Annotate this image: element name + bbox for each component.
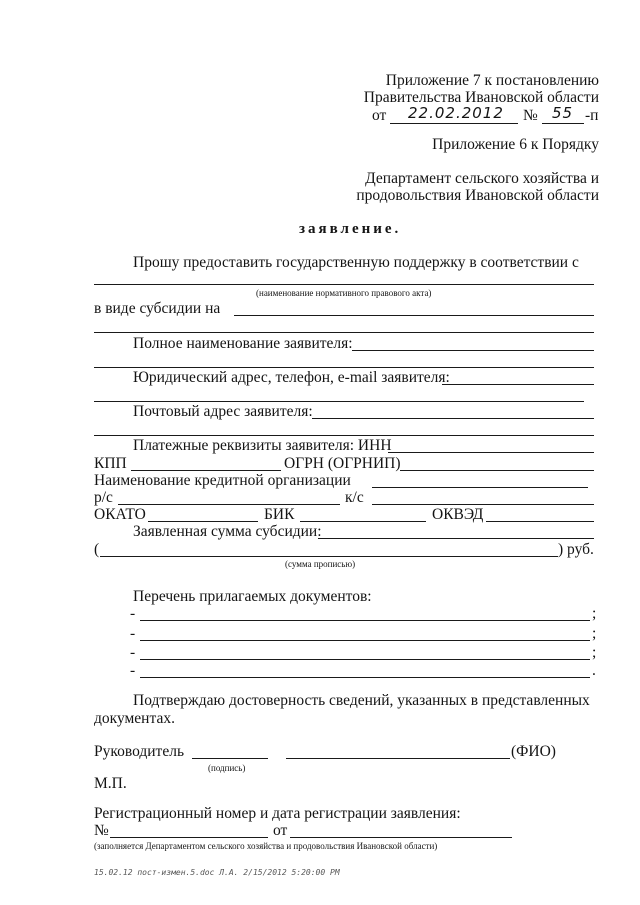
doc-semicolon-2: ;: [592, 625, 597, 642]
number-underline: [542, 123, 584, 124]
head-label: Руководитель: [94, 743, 185, 760]
ogrn-label: ОГРН (ОГРНИП): [284, 455, 401, 472]
signature-line[interactable]: [192, 758, 268, 759]
confirmation-text-line2: документах.: [94, 710, 175, 727]
postal-address-label: Почтовый адрес заявителя:: [133, 403, 313, 420]
registration-number-label: №: [94, 822, 109, 839]
amount-hint: (сумма прописью): [285, 559, 356, 569]
bik-line[interactable]: [300, 521, 426, 522]
registration-number-line[interactable]: [110, 837, 268, 838]
paren-close-currency: ) руб.: [558, 541, 594, 558]
number-suffix: -п: [585, 107, 599, 124]
handwritten-date: 22.02.2012: [408, 104, 504, 122]
registration-date-label: от: [273, 822, 288, 839]
document-line-2[interactable]: [140, 640, 590, 641]
bik-label: БИК: [264, 506, 295, 523]
okved-line[interactable]: [486, 521, 594, 522]
document-line-4[interactable]: [140, 677, 590, 678]
bank-name-label: Наименование кредитной организации: [94, 472, 351, 489]
documents-list-label: Перечень прилагаемых документов:: [133, 588, 372, 605]
registration-label: Регистрационный номер и дата регистрации заявления:: [94, 805, 461, 822]
rs-line[interactable]: [118, 504, 340, 505]
okato-label: ОКАТО: [94, 506, 146, 523]
paren-open: (: [94, 541, 100, 558]
okved-label: ОКВЭД: [432, 506, 484, 523]
signature-hint: (подпись): [208, 763, 246, 773]
act-hint: (наименование нормативного правового акта): [256, 288, 432, 298]
fio-label: (ФИО): [511, 743, 556, 760]
doc-dash-3: -: [130, 644, 136, 661]
handwritten-number: 55: [552, 104, 574, 122]
inn-line[interactable]: [388, 452, 594, 453]
doc-dash-4: -: [130, 662, 136, 679]
ks-line[interactable]: [372, 504, 594, 505]
legal-address-line[interactable]: [442, 384, 594, 385]
document-line-1[interactable]: [140, 620, 590, 621]
date-underline: [390, 123, 518, 124]
kpp-label: КПП: [94, 455, 127, 472]
appendix6-line: Приложение 6 к Порядку: [432, 136, 599, 153]
legal-address-line2[interactable]: [94, 401, 584, 402]
amount-words-line[interactable]: [100, 556, 558, 557]
legal-address-label: Юридический адрес, телефон, e-mail заявителя:: [133, 369, 450, 386]
payment-details-label: Платежные реквизиты заявителя: ИНН: [133, 437, 392, 454]
number-label: №: [523, 107, 538, 124]
document-title: заявление.: [299, 221, 402, 237]
registration-hint: (заполняется Департаментом сельского хозяйства и продовольствия Ивановской области): [94, 841, 438, 851]
postal-address-line[interactable]: [312, 418, 594, 419]
stamp-label: М.П.: [94, 775, 127, 792]
from-label: от: [372, 107, 387, 124]
department-line1: Департамент сельского хозяйства и: [365, 170, 599, 187]
fio-line[interactable]: [286, 758, 510, 759]
amount-label: Заявленная сумма субсидии:: [133, 523, 322, 540]
government-line: Правительства Ивановской области: [363, 89, 599, 106]
full-name-line2[interactable]: [94, 367, 594, 368]
ogrn-line[interactable]: [400, 470, 594, 471]
full-name-line[interactable]: [352, 350, 594, 351]
doc-dash-1: -: [130, 605, 136, 622]
document-line-3[interactable]: [140, 659, 590, 660]
doc-dash-2: -: [130, 625, 136, 642]
confirmation-text-line1: Подтверждаю достоверность сведений, указанных в представленных: [133, 692, 590, 709]
bank-name-line[interactable]: [372, 487, 588, 488]
full-name-label: Полное наименование заявителя:: [133, 335, 353, 352]
kpp-line[interactable]: [131, 470, 281, 471]
registration-date-line[interactable]: [290, 837, 512, 838]
appendix7-line: Приложение 7 к постановлению: [385, 72, 599, 89]
act-line[interactable]: [94, 284, 594, 285]
doc-semicolon-3: ;: [592, 644, 597, 661]
ks-label: к/с: [345, 489, 364, 506]
okato-line[interactable]: [148, 521, 258, 522]
subsidy-label: в виде субсидии на: [94, 300, 221, 317]
rs-label: р/с: [94, 489, 113, 506]
subsidy-line[interactable]: [234, 315, 594, 316]
doc-period-4: .: [592, 662, 596, 679]
postal-address-line2[interactable]: [94, 435, 594, 436]
amount-line[interactable]: [318, 538, 594, 539]
request-text: Прошу предоставить государственную поддержку в соответствии с: [133, 254, 579, 271]
doc-semicolon-1: ;: [592, 605, 597, 622]
subsidy-line2[interactable]: [94, 332, 594, 333]
file-footer: 15.02.12 пост-измен.5.doc Л.А. 2/15/2012 5:20:00 PM: [94, 868, 340, 877]
department-line2: продовольствия Ивановской области: [356, 187, 599, 204]
